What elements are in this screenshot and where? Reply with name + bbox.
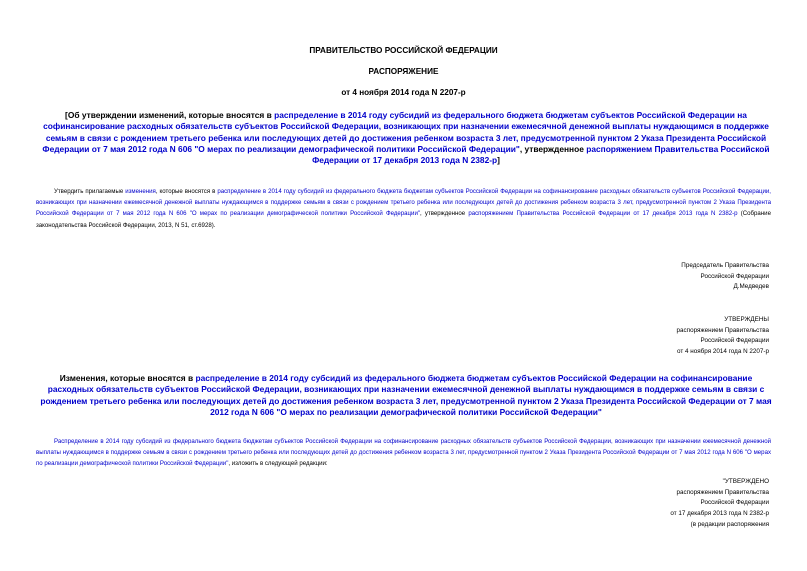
title-distribution-link[interactable]: распределение в 2014 году субсидий из федерального бюджета бюджетам субъектов Российской Федерации на софинансирование расходных обязательств субъектов Российской Федерации, возникающих при назначении ежемесячной денежной выплаты нуждающимся в поддержке семьям в связи с рождением третьего ребенка или последующих детей до достижения ребенком возраста 3 лет, предусмотренной пунктом 2 Указа Президента Российской Федерации от 7 мая 2012 года N 606 "О мерах по реализации демографической политики Российской Федерации" — [42, 110, 769, 154]
approved-country: Российской Федерации — [700, 337, 769, 345]
signature-position: Председатель Правительства — [681, 262, 769, 269]
changes-title-text: Изменения, которые вносятся в — [59, 373, 196, 383]
para1-text-3: , утвержденное — [420, 210, 469, 218]
signature-block — [681, 261, 769, 293]
para1-text-4: (Собрание законодательства Российской Федерации, 2013, N 51, ст.6928). — [36, 210, 771, 229]
changes-paragraph — [36, 436, 771, 469]
government-heading: ПРАВИТЕЛЬСТВО РОССИЙСКОЙ ФЕДЕРАЦИИ — [309, 46, 498, 55]
approved-block-2 — [670, 477, 769, 531]
title-order-link[interactable]: распоряжением Правительства Российской Федерации от 17 декабря 2013 года N 2382-р — [312, 143, 770, 166]
approved-date: от 4 ноября 2014 года N 2207-р — [677, 347, 769, 355]
order-paragraph — [36, 186, 771, 231]
para2-distribution-link[interactable]: Распределение в 2014 году субсидий из федерального бюджета бюджетам субъектов Российской Федерации на софинансирование расходных обязательств субъектов Российской Федерации, возникающих при назначении ежемесячной денежной выплаты нуждающимся в поддержке семьям в связи с рождением третьего ребенка или последующих детей до достижения ребенком возраста 3 лет, предусмотренной пунктом 2 Указа Президента Российской Федерации от 7 мая 2012 года N 606 "О мерах по реализации демографической политики Российской Федерации" — [36, 438, 771, 467]
doc-type-heading: РАСПОРЯЖЕНИЕ — [368, 67, 439, 76]
changes-link[interactable]: изменения — [125, 188, 156, 195]
changes-title — [36, 373, 776, 418]
para2-text: , изложить в следующей редакции: — [228, 460, 328, 467]
title-text-start: [Об утверждении изменений, которые вносятся в — [65, 110, 275, 120]
signature-country: Российской Федерации — [700, 272, 769, 280]
approved-heading: УТВЕРЖДЕНЫ — [724, 316, 769, 323]
document-title — [36, 110, 776, 166]
distribution-link[interactable]: распределение в 2014 году субсидий из федерального бюджета бюджетам субъектов Российской Федерации на софинансирование расходных обязательств субъектов Российской Федерации, возникающих при назначении ежемесячной денежной выплаты нуждающимся в поддержке семьям в связи с рождением третьего ребенка или последующих детей до достижения ребенком возраста 3 лет, предусмотренной пунктом 2 Указа Президента Российской Федерации от 7 мая 2012 года N 606 "О мерах по реализации демографической политики Российской Федерации" — [36, 188, 771, 218]
approved2-by: распоряжением Правительства — [676, 488, 769, 496]
approved2-country: Российской Федерации — [700, 499, 769, 507]
title-text-end: ] — [497, 155, 500, 166]
approved2-heading: "УТВЕРЖДЕНО — [722, 478, 769, 485]
title-text-mid: , утвержденное — [519, 143, 587, 154]
approved-by: распоряжением Правительства — [676, 326, 769, 334]
order-2382-link[interactable]: распоряжением Правительства Российской Федерации от 17 декабря 2013 года N 2382-р — [468, 210, 738, 218]
approved2-date: от 17 декабря 2013 года N 2382-р — [670, 510, 769, 518]
para1-text-2: , которые вносятся в — [155, 188, 218, 195]
para1-text-1: Утвердить прилагаемые — [54, 188, 126, 195]
approved2-edition: (в редакции распоряжения — [690, 520, 769, 528]
signature-name: Д.Медведев — [733, 283, 769, 290]
changes-title-link[interactable]: распределение в 2014 году субсидий из федерального бюджета бюджетам субъектов Российской Федерации на софинансирование расходных обязательств субъектов Российской Федерации, возникающих при назначении ежемесячной денежной выплаты нуждающимся в поддержке семьям в связи с рождением третьего ребенка или последующих детей до достижения ребенком возраста 3 лет, предусмотренной пунктом 2 Указа Президента Российской Федерации от 7 мая 2012 года N 606 "О мерах по реализации демографической политики Российской Федерации" — [40, 373, 772, 417]
date-number-heading: от 4 ноября 2014 года N 2207-р — [341, 88, 466, 97]
approved-block — [677, 315, 769, 357]
